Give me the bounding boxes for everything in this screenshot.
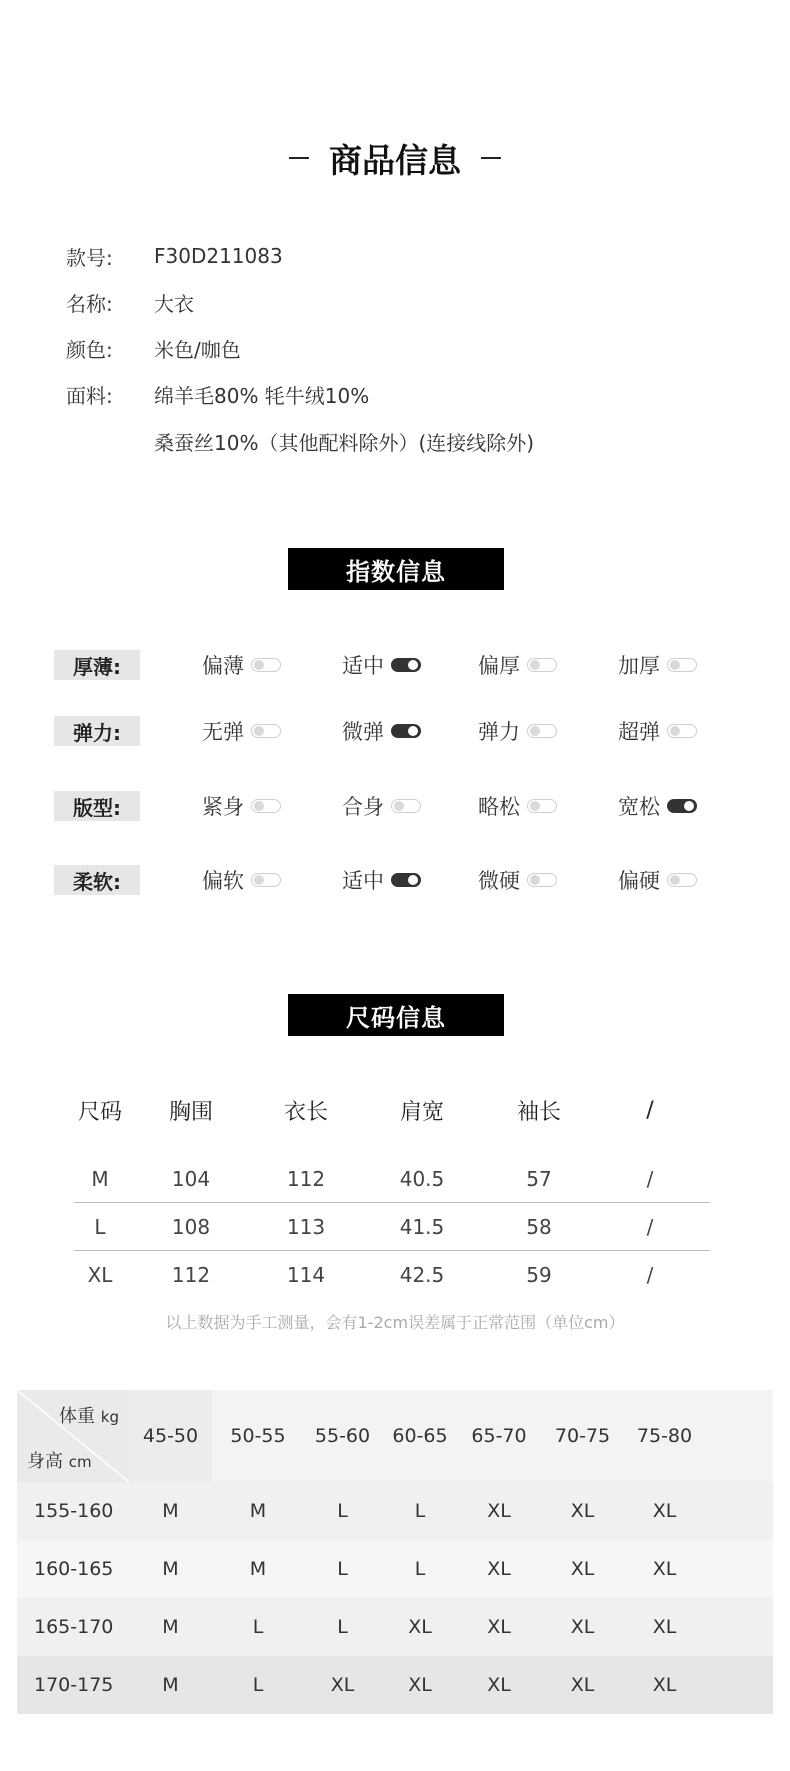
weight-range-cell: 70-75 bbox=[554, 1425, 611, 1447]
size-cell: 58 bbox=[526, 1214, 552, 1239]
weight-range-cell: 50-55 bbox=[230, 1425, 286, 1447]
toggle-on-icon bbox=[391, 873, 421, 887]
table-row bbox=[17, 1482, 773, 1540]
title-dash-left bbox=[289, 157, 309, 159]
index-option-label: 偏厚 bbox=[478, 654, 520, 678]
index-label: 版型: bbox=[54, 791, 140, 821]
index-row-thickness bbox=[54, 650, 734, 680]
size-header-cell: 尺码 bbox=[77, 1099, 122, 1125]
recommended-size-cell: M bbox=[249, 1558, 267, 1580]
toggle-knob bbox=[530, 726, 540, 736]
toggle-off-icon bbox=[667, 873, 697, 887]
size-cell: / bbox=[646, 1263, 654, 1287]
index-option bbox=[478, 791, 557, 821]
index-option bbox=[618, 865, 697, 895]
size-header-cell: 衣长 bbox=[283, 1099, 328, 1125]
recommended-size-cell: XL bbox=[408, 1616, 432, 1638]
index-option-label: 适中 bbox=[342, 869, 384, 893]
recommended-size-cell: M bbox=[162, 1500, 179, 1522]
weight-range-cell: 60-65 bbox=[392, 1425, 448, 1447]
info-label: 颜色: bbox=[66, 337, 113, 362]
size-cell: 42.5 bbox=[399, 1263, 445, 1287]
size-header-cell: 袖长 bbox=[516, 1099, 561, 1125]
index-option bbox=[478, 716, 557, 746]
index-option-label: 偏薄 bbox=[202, 654, 244, 678]
recommended-size-cell: XL bbox=[652, 1616, 677, 1638]
recommended-size-cell: L bbox=[252, 1616, 264, 1638]
toggle-knob bbox=[394, 801, 404, 811]
index-row-elasticity bbox=[54, 716, 734, 746]
height-range-cell: 160-165 bbox=[34, 1558, 114, 1580]
recommend-grid bbox=[17, 1390, 773, 1712]
recommended-size-cell: XL bbox=[652, 1674, 677, 1696]
toggle-on-icon bbox=[391, 658, 421, 672]
table-row bbox=[17, 1598, 773, 1656]
weight-unit: kg bbox=[100, 1408, 119, 1426]
recommended-size-cell: L bbox=[337, 1616, 348, 1638]
index-option bbox=[618, 791, 697, 821]
recommend-header bbox=[17, 1390, 773, 1482]
table-row bbox=[74, 1155, 710, 1203]
height-range-cell: 165-170 bbox=[34, 1616, 114, 1638]
toggle-knob bbox=[530, 660, 540, 670]
toggle-knob bbox=[408, 660, 418, 670]
height-range-cell: 155-160 bbox=[34, 1500, 114, 1522]
index-option bbox=[202, 716, 281, 746]
index-option-label: 微弹 bbox=[342, 720, 384, 744]
weight-range-cell: 55-60 bbox=[314, 1425, 371, 1447]
recommended-size-cell: XL bbox=[330, 1674, 355, 1696]
table-row bbox=[17, 1540, 773, 1598]
toggle-knob bbox=[254, 801, 264, 811]
toggle-knob bbox=[684, 801, 694, 811]
toggle-off-icon bbox=[527, 799, 557, 813]
size-cell: L bbox=[94, 1214, 106, 1239]
index-option bbox=[342, 650, 421, 680]
size-header-cell: 肩宽 bbox=[399, 1099, 444, 1125]
toggle-off-icon bbox=[251, 658, 281, 672]
size-cell: XL bbox=[87, 1263, 113, 1287]
toggle-off-icon bbox=[251, 873, 281, 887]
page-title-text: 商品信息 bbox=[329, 140, 461, 180]
index-option-label: 加厚 bbox=[618, 654, 660, 678]
index-option bbox=[618, 650, 697, 680]
toggle-off-icon bbox=[667, 658, 697, 672]
index-option-label: 弹力 bbox=[478, 720, 520, 744]
toggle-off-icon bbox=[391, 799, 421, 813]
recommended-size-cell: XL bbox=[487, 1558, 511, 1580]
height-axis-label bbox=[27, 1447, 92, 1473]
size-table-header bbox=[74, 1090, 710, 1130]
height-range-cell: 170-175 bbox=[34, 1674, 114, 1696]
height-unit: cm bbox=[68, 1453, 92, 1471]
index-option bbox=[342, 716, 421, 746]
recommended-size-cell: XL bbox=[570, 1500, 595, 1522]
info-value: 米色/咖色 bbox=[154, 337, 241, 362]
recommended-size-cell: L bbox=[414, 1558, 426, 1580]
index-option-label: 适中 bbox=[342, 654, 384, 678]
index-option-label: 略松 bbox=[478, 795, 520, 819]
toggle-off-icon bbox=[251, 799, 281, 813]
info-row-color bbox=[66, 332, 241, 364]
toggle-knob bbox=[670, 660, 680, 670]
size-cell: 113 bbox=[286, 1214, 326, 1239]
info-label: 款号: bbox=[66, 245, 113, 270]
measurement-note: 以上数据为手工测量，会有1-2cm误差属于正常范围（单位cm） bbox=[165, 1313, 625, 1332]
info-value: 大衣 bbox=[154, 291, 194, 316]
table-row bbox=[17, 1656, 773, 1714]
recommended-size-cell: XL bbox=[487, 1500, 511, 1522]
index-option bbox=[202, 865, 281, 895]
index-option-label: 合身 bbox=[342, 795, 384, 819]
info-value: 桑蚕丝10%（其他配料除外）(连接线除外) bbox=[154, 430, 535, 455]
size-header-cell: / bbox=[646, 1097, 654, 1123]
info-row-style-no bbox=[66, 240, 283, 272]
toggle-off-icon bbox=[251, 724, 281, 738]
toggle-on-icon bbox=[667, 799, 697, 813]
toggle-knob bbox=[254, 875, 264, 885]
recommended-size-cell: XL bbox=[570, 1558, 595, 1580]
recommended-size-cell: XL bbox=[652, 1500, 677, 1522]
recommended-size-cell: L bbox=[337, 1558, 348, 1580]
recommended-size-cell: XL bbox=[570, 1674, 595, 1696]
toggle-knob bbox=[670, 726, 680, 736]
toggle-off-icon bbox=[527, 658, 557, 672]
index-option-label: 微硬 bbox=[478, 869, 520, 893]
toggle-knob bbox=[530, 875, 540, 885]
height-label: 身高 bbox=[27, 1451, 63, 1472]
page-title bbox=[0, 133, 790, 183]
info-label: 面料: bbox=[66, 383, 113, 408]
recommended-size-cell: XL bbox=[652, 1558, 677, 1580]
index-option bbox=[342, 865, 421, 895]
toggle-knob bbox=[408, 875, 418, 885]
toggle-off-icon bbox=[527, 724, 557, 738]
index-section-banner: 指数信息 bbox=[288, 548, 504, 590]
weight-axis-label bbox=[59, 1402, 119, 1428]
toggle-knob bbox=[254, 660, 264, 670]
recommended-size-cell: M bbox=[162, 1558, 179, 1580]
recommended-size-cell: L bbox=[337, 1500, 348, 1522]
recommended-size-cell: XL bbox=[408, 1674, 432, 1696]
toggle-off-icon bbox=[527, 873, 557, 887]
info-value: F30D211083 bbox=[154, 244, 283, 268]
index-label: 柔软: bbox=[54, 865, 140, 895]
info-value: 绵羊毛80% 牦牛绒10% bbox=[154, 383, 370, 408]
toggle-knob bbox=[670, 875, 680, 885]
weight-range-cell: 75-80 bbox=[636, 1425, 693, 1447]
index-option bbox=[202, 650, 281, 680]
size-cell: 108 bbox=[171, 1214, 211, 1239]
toggle-knob bbox=[530, 801, 540, 811]
size-section-banner: 尺码信息 bbox=[288, 994, 504, 1036]
size-cell: 40.5 bbox=[399, 1166, 445, 1191]
info-row-name bbox=[66, 286, 194, 318]
size-cell: 41.5 bbox=[399, 1214, 445, 1239]
recommended-size-cell: XL bbox=[487, 1616, 511, 1638]
toggle-on-icon bbox=[391, 724, 421, 738]
table-row bbox=[74, 1203, 710, 1251]
index-option bbox=[478, 650, 557, 680]
index-row-fit bbox=[54, 791, 734, 821]
index-label: 弹力: bbox=[54, 716, 140, 746]
size-cell: 112 bbox=[286, 1166, 326, 1191]
recommended-size-cell: L bbox=[414, 1500, 426, 1522]
recommended-size-cell: L bbox=[252, 1674, 264, 1696]
size-cell: 112 bbox=[171, 1263, 211, 1287]
index-row-softness bbox=[54, 865, 734, 895]
index-option-label: 超弹 bbox=[618, 720, 660, 744]
recommended-size-cell: XL bbox=[487, 1674, 511, 1696]
recommended-size-cell: XL bbox=[570, 1616, 595, 1638]
index-option bbox=[618, 716, 697, 746]
recommended-size-cell: M bbox=[162, 1674, 179, 1696]
info-row-fabric bbox=[66, 378, 369, 410]
toggle-knob bbox=[254, 726, 264, 736]
recommend-corner bbox=[17, 1390, 129, 1482]
index-option-label: 无弹 bbox=[202, 720, 244, 744]
weight-label: 体重 bbox=[59, 1406, 96, 1427]
index-option bbox=[202, 791, 281, 821]
recommended-size-cell: M bbox=[249, 1500, 267, 1522]
size-cell: 104 bbox=[171, 1166, 211, 1191]
size-header-cell: 胸围 bbox=[168, 1099, 213, 1125]
size-cell: 57 bbox=[526, 1166, 552, 1191]
size-cell: / bbox=[646, 1166, 654, 1191]
toggle-off-icon bbox=[667, 724, 697, 738]
index-label: 厚薄: bbox=[54, 650, 140, 680]
weight-range-cell: 65-70 bbox=[471, 1425, 527, 1447]
weight-range-cell: 45-50 bbox=[129, 1390, 212, 1482]
info-row-fabric-cont bbox=[66, 425, 534, 457]
table-row bbox=[74, 1251, 710, 1299]
size-cell: / bbox=[646, 1214, 654, 1239]
title-dash-right bbox=[481, 157, 501, 159]
index-option-label: 紧身 bbox=[202, 795, 244, 819]
size-cell: M bbox=[91, 1166, 109, 1191]
size-cell: 59 bbox=[526, 1263, 552, 1287]
info-label: 名称: bbox=[66, 291, 113, 316]
index-option-label: 宽松 bbox=[618, 795, 660, 819]
recommended-size-cell: M bbox=[162, 1616, 179, 1638]
toggle-knob bbox=[408, 726, 418, 736]
index-option-label: 偏硬 bbox=[618, 869, 660, 893]
index-option-label: 偏软 bbox=[202, 869, 244, 893]
size-cell: 114 bbox=[286, 1263, 326, 1287]
index-option bbox=[342, 791, 421, 821]
index-option bbox=[478, 865, 557, 895]
size-table bbox=[74, 1090, 710, 1299]
